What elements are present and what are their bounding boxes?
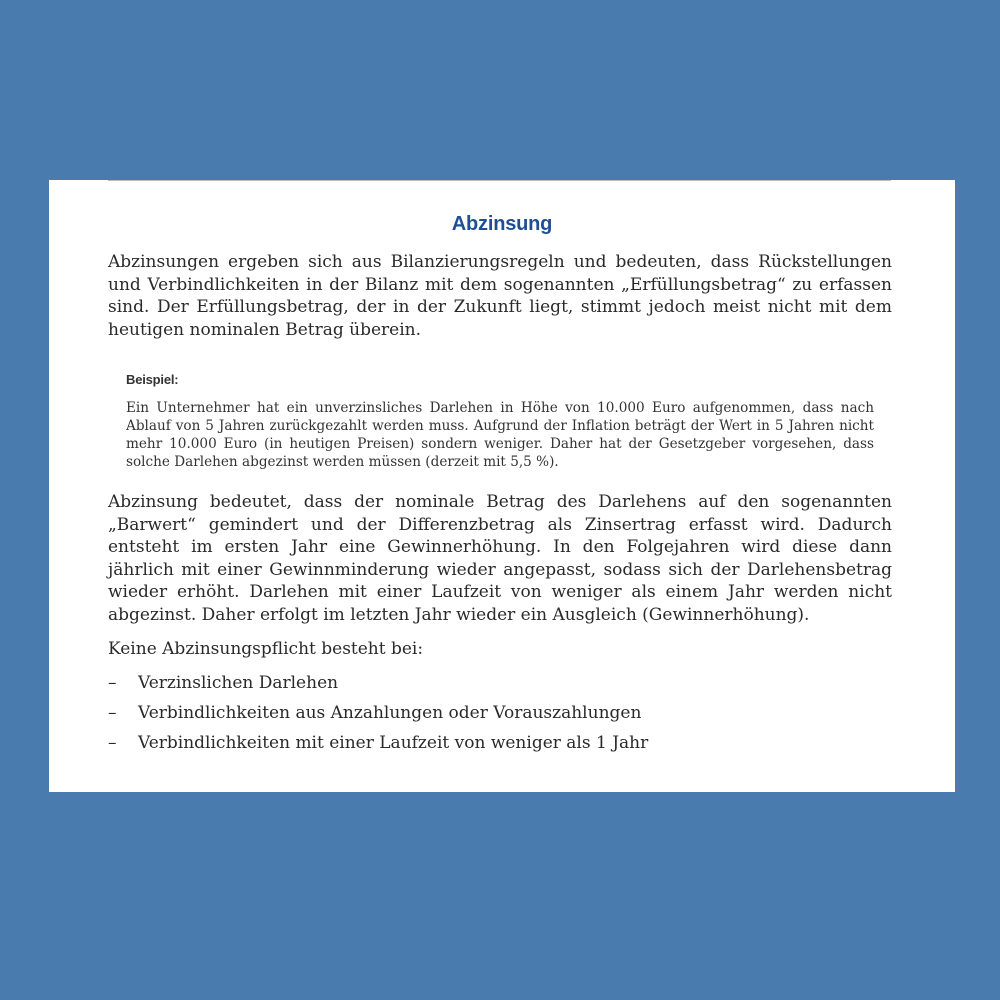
list-dash: – xyxy=(108,703,117,723)
list-dash: – xyxy=(108,733,117,753)
list-item-text: Verbindlichkeiten mit einer Laufzeit von weniger als 1 Jahr xyxy=(138,733,649,753)
example-box xyxy=(126,372,874,471)
intro-paragraph: Abzinsungen ergeben sich aus Bilanzierungsregeln und bedeuten, dass Rückstellungen und Verbindlichkeiten in der Bilanz mit dem sogenannten „Erfüllungsbetrag“ zu erfassen sind. Der Erfüllungsbetrag, der in der Zukunft liegt, stimmt jedoch meist nicht mit dem heutigen nominalen Betrag überein. xyxy=(108,252,892,340)
top-divider xyxy=(108,180,891,181)
body-paragraph: Abzinsung bedeutet, dass der nominale Betrag des Darlehens auf den sogenannten „Barwert“ gemindert und der Differenzbetrag als Zinsertrag erfasst wird. Dadurch entsteht im ersten Jahr eine Gewinnerhöhung. In den Folgejahren wird diese dann jährlich mit einer Gewinnminderung wieder angepasst, sodass sich der Darlehensbetrag wieder erhöht. Darlehen mit einer Laufzeit von weniger als einem Jahr werden nicht abgezinst. Daher erfolgt im letzten Jahr wieder ein Ausgleich (Gewinnerhöhung). xyxy=(108,492,892,625)
list-item-text: Verbindlichkeiten aus Anzahlungen oder Vorauszahlungen xyxy=(138,703,642,723)
list-intro: Keine Abzinsungspflicht besteht bei: xyxy=(108,639,424,659)
list-dash: – xyxy=(108,673,117,693)
list-item xyxy=(108,702,892,732)
document-page xyxy=(49,180,955,792)
list-item xyxy=(108,672,892,702)
list-item xyxy=(108,732,892,762)
example-text: Ein Unternehmer hat ein unverzinsliches Darlehen in Höhe von 10.000 Euro aufgenommen, dass nach Ablauf von 5 Jahren zurückgezahlt werden muss. Aufgrund der Inflation beträgt der Wert in 5 Jahren nicht mehr 10.000 Euro (in heutigen Preisen) sondern weniger. Daher hat der Gesetzgeber vorgesehen, dass solche Darlehen abgezinst werden müssen (derzeit mit 5,5 %). xyxy=(126,400,874,470)
exemption-list xyxy=(108,672,892,762)
page-title: Abzinsung xyxy=(451,213,553,235)
example-label: Beispiel: xyxy=(126,372,179,387)
list-item-text: Verzinslichen Darlehen xyxy=(138,673,339,693)
